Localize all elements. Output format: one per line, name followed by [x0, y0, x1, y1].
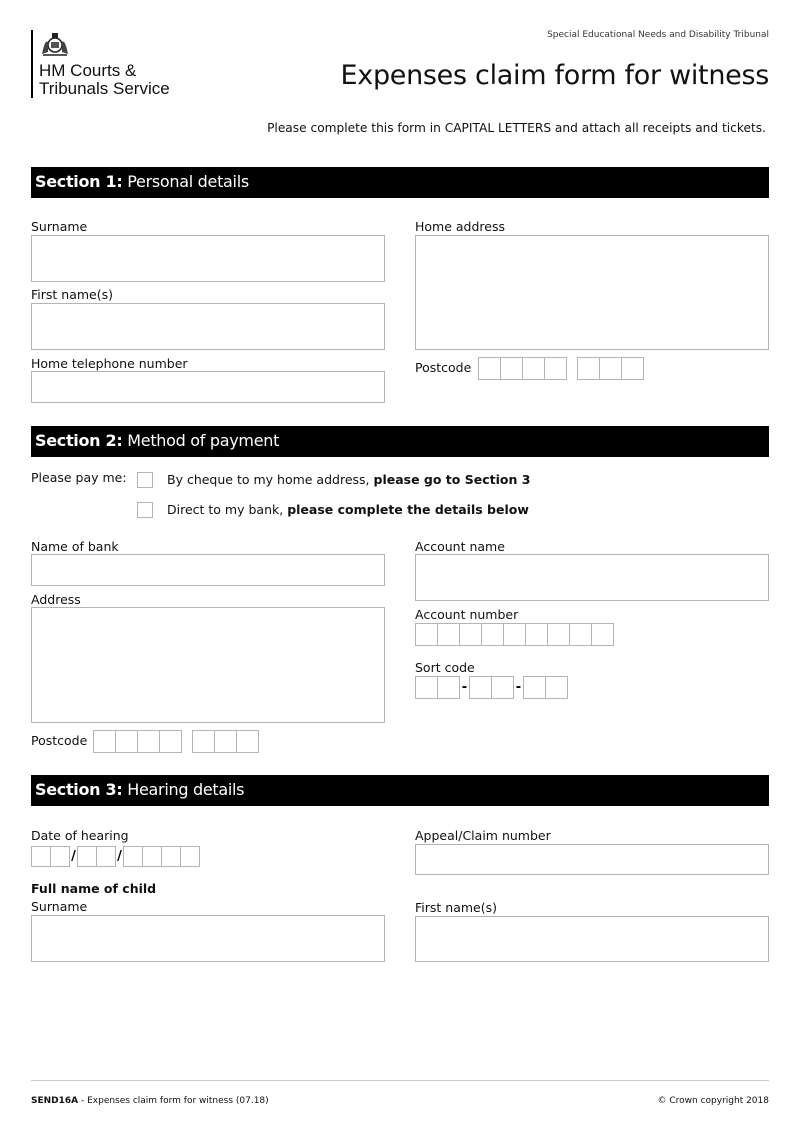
postcode-gap [182, 730, 192, 753]
home-address-label: Home address [415, 219, 505, 234]
postcode-cell[interactable] [192, 730, 215, 753]
bank-option-label [167, 502, 529, 517]
account-number-field[interactable] [415, 623, 614, 646]
home-phone-label: Home telephone number [31, 356, 188, 371]
sort-code-cell[interactable] [437, 676, 460, 699]
cheque-option-label [167, 472, 530, 487]
date-cell[interactable] [161, 846, 181, 867]
account-number-cell[interactable] [459, 623, 482, 646]
postcode-cell[interactable] [621, 357, 644, 380]
section-2-header [31, 426, 769, 457]
bank-option-text: Direct to my bank, [167, 502, 288, 517]
section-2-title: Method of payment [127, 431, 280, 450]
date-separator: / [117, 849, 122, 864]
account-name-label: Account name [415, 539, 505, 554]
bank-name-label: Name of bank [31, 539, 119, 554]
page-title: Expenses claim form for witness [340, 60, 769, 91]
org-line-1: HM Courts & [39, 61, 137, 80]
postcode-cell[interactable] [500, 357, 523, 380]
surname-label: Surname [31, 219, 88, 234]
sort-code-cell[interactable] [545, 676, 568, 699]
child-surname-label: Surname [31, 899, 88, 914]
postcode-gap [567, 357, 577, 380]
bank-address-label: Address [31, 592, 81, 607]
sort-code-cell[interactable] [469, 676, 492, 699]
intro-text: Please complete this form in CAPITAL LETTERS and attach all receipts and tickets. [267, 121, 766, 135]
account-number-cell[interactable] [437, 623, 460, 646]
form-code: SEND16A [31, 1096, 79, 1106]
cheque-option-instruction: please go to Section 3 [373, 472, 531, 487]
child-name-heading: Full name of child [31, 881, 157, 896]
postcode-cell[interactable] [577, 357, 600, 380]
account-name-field[interactable] [415, 554, 769, 601]
royal-crest-icon [37, 30, 73, 56]
bank-option-instruction: please complete the details below [287, 502, 529, 517]
form-description: - Expenses claim form for witness (07.18) [78, 1096, 269, 1106]
account-number-cell[interactable] [591, 623, 614, 646]
copyright: © Crown copyright 2018 [657, 1096, 769, 1106]
home-address-field[interactable] [415, 235, 769, 350]
bank-name-field[interactable] [31, 554, 385, 586]
child-first-names-label: First name(s) [415, 900, 497, 915]
section-1-title: Personal details [127, 172, 249, 191]
account-number-cell[interactable] [481, 623, 504, 646]
date-cell[interactable] [142, 846, 162, 867]
sort-code-label: Sort code [415, 660, 475, 675]
date-cell[interactable] [50, 846, 70, 867]
account-number-cell[interactable] [415, 623, 438, 646]
footer-form-code [31, 1096, 269, 1106]
account-number-cell[interactable] [569, 623, 592, 646]
section-1-header [31, 167, 769, 198]
sort-code-separator: - [461, 680, 468, 695]
pay-me-label: Please pay me: [31, 470, 127, 485]
postcode-cell[interactable] [137, 730, 160, 753]
section-3-prefix: Section 3: [35, 780, 123, 799]
account-number-cell[interactable] [547, 623, 570, 646]
bank-postcode-field[interactable] [93, 730, 259, 753]
home-phone-field[interactable] [31, 371, 385, 403]
footer-divider [31, 1080, 769, 1081]
org-name [39, 62, 170, 98]
section-3-header [31, 775, 769, 806]
logo-divider [31, 30, 33, 98]
date-separator: / [71, 849, 76, 864]
postcode-cell[interactable] [478, 357, 501, 380]
surname-field[interactable] [31, 235, 385, 282]
postcode-cell[interactable] [214, 730, 237, 753]
child-first-names-field[interactable] [415, 916, 769, 962]
date-cell[interactable] [96, 846, 116, 867]
account-number-label: Account number [415, 607, 519, 622]
date-cell[interactable] [31, 846, 51, 867]
date-of-hearing-field[interactable] [31, 846, 200, 867]
first-names-label: First name(s) [31, 287, 113, 302]
first-names-field[interactable] [31, 303, 385, 350]
org-line-2: Tribunals Service [39, 79, 170, 98]
postcode-cell[interactable] [544, 357, 567, 380]
cheque-checkbox[interactable] [137, 472, 153, 488]
date-of-hearing-label: Date of hearing [31, 828, 129, 843]
bank-address-field[interactable] [31, 607, 385, 723]
postcode-cell[interactable] [522, 357, 545, 380]
child-surname-field[interactable] [31, 915, 385, 962]
date-cell[interactable] [123, 846, 143, 867]
section-1-prefix: Section 1: [35, 172, 123, 191]
postcode-cell[interactable] [159, 730, 182, 753]
tribunal-name: Special Educational Needs and Disability Tribunal [547, 30, 769, 40]
sort-code-cell[interactable] [491, 676, 514, 699]
account-number-cell[interactable] [503, 623, 526, 646]
date-cell[interactable] [180, 846, 200, 867]
date-cell[interactable] [77, 846, 97, 867]
sort-code-field[interactable] [415, 676, 568, 699]
appeal-number-label: Appeal/Claim number [415, 828, 551, 843]
appeal-number-field[interactable] [415, 844, 769, 875]
sort-code-cell[interactable] [523, 676, 546, 699]
postcode-cell[interactable] [236, 730, 259, 753]
section-2-prefix: Section 2: [35, 431, 123, 450]
bank-checkbox[interactable] [137, 502, 153, 518]
postcode-cell[interactable] [93, 730, 116, 753]
postcode-cell[interactable] [115, 730, 138, 753]
home-postcode-field[interactable] [478, 357, 644, 380]
postcode-cell[interactable] [599, 357, 622, 380]
sort-code-separator: - [515, 680, 522, 695]
account-number-cell[interactable] [525, 623, 548, 646]
cheque-option-text: By cheque to my home address, [167, 472, 374, 487]
section-3-title: Hearing details [127, 780, 245, 799]
sort-code-cell[interactable] [415, 676, 438, 699]
bank-postcode-label: Postcode [31, 733, 88, 748]
postcode-label: Postcode [415, 360, 472, 375]
